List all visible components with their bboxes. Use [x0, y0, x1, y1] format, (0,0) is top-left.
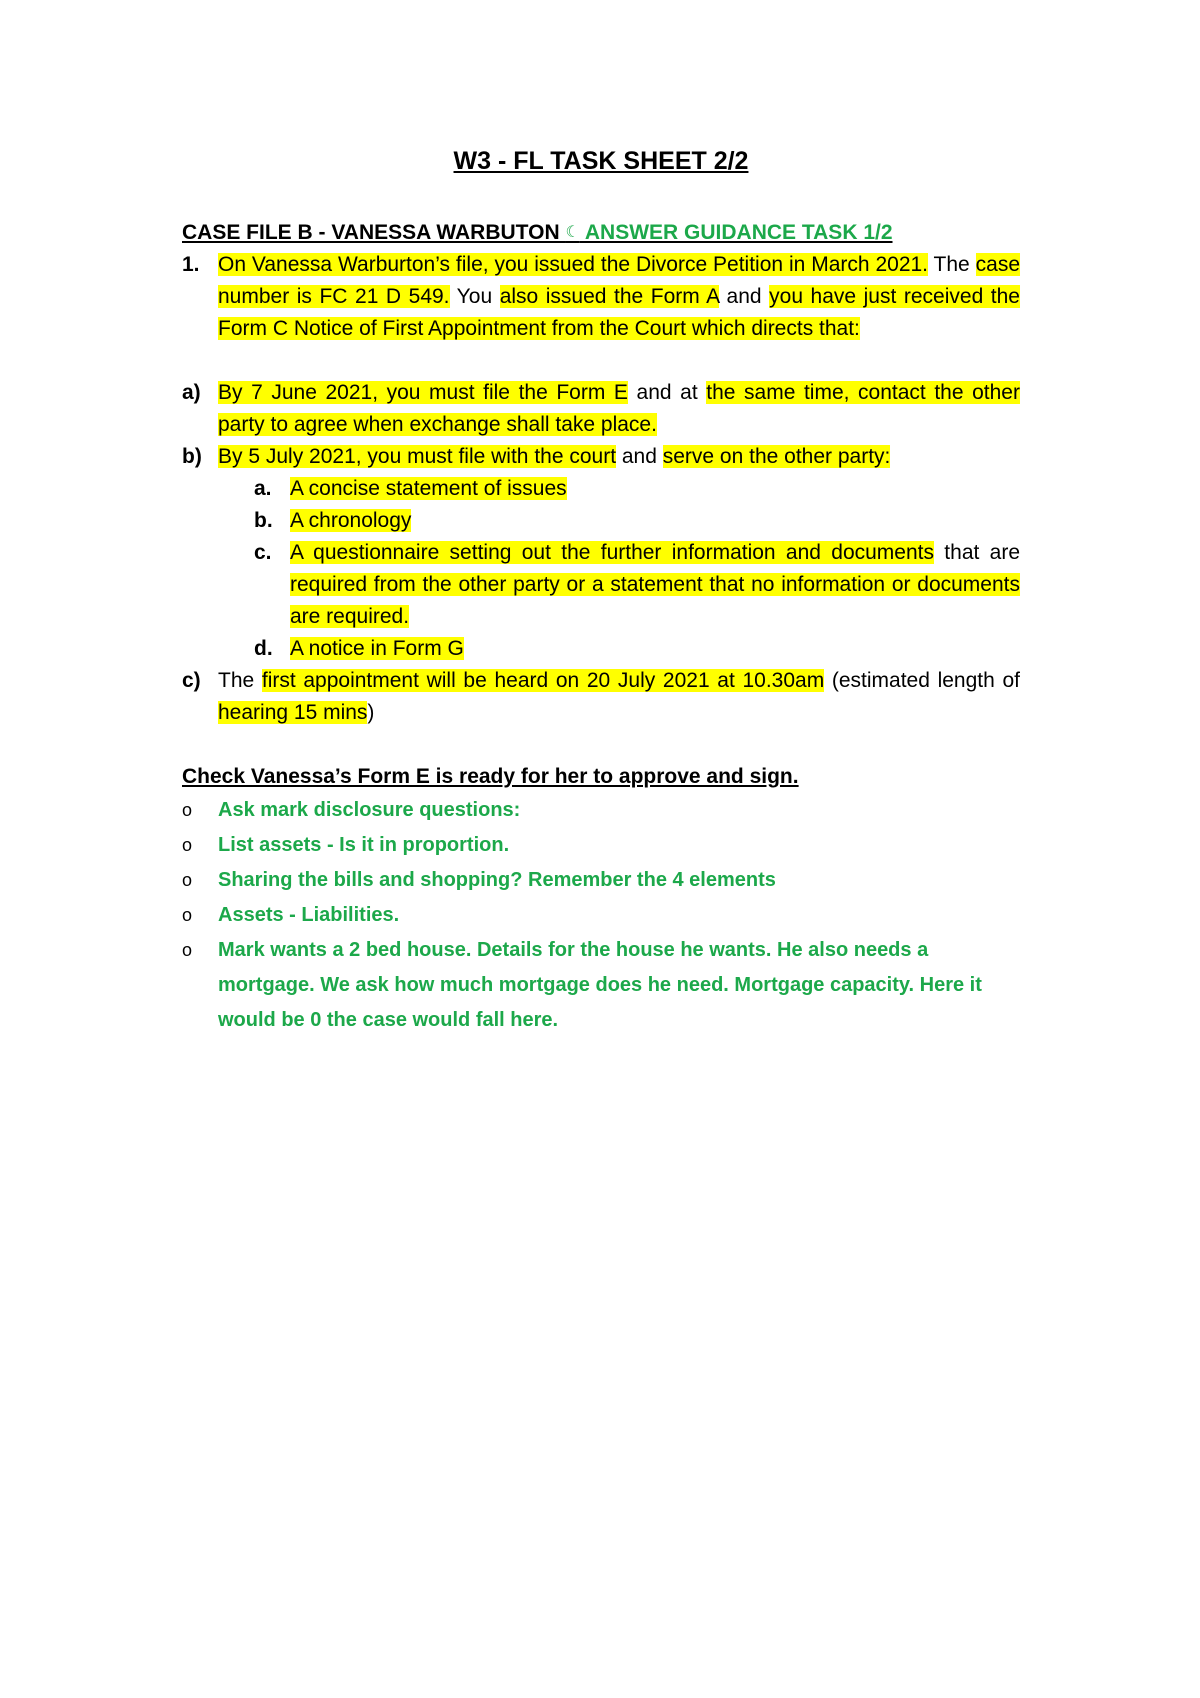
bullet-icon: o	[182, 905, 193, 925]
item-1-part: On Vanessa Warburton’s file, you issued the Divorce Petition in March 2021.	[218, 253, 929, 276]
item-1-part: and	[719, 285, 770, 308]
item-1-part: also issued the Form A	[499, 285, 719, 308]
item-b-c-label: c.	[254, 541, 272, 564]
item-b-c-text	[290, 537, 1020, 633]
check-heading: Check Vanessa’s Form E is ready for her to approve and sign.	[182, 765, 799, 788]
item-c-part: first appointment will be heard on 20 July 2021 at 10.30am	[261, 669, 825, 692]
item-b-part: serve on the other party:	[662, 445, 891, 468]
item-a	[182, 377, 1020, 441]
item-b-b	[254, 505, 1020, 537]
item-c-text	[218, 665, 1020, 729]
item-1-text	[218, 249, 1020, 345]
item-c-part: The	[218, 669, 262, 692]
item-b-c-part: that are	[934, 541, 1020, 564]
item-1-part: you have just received the Form C Notice of First Appointment from the Court which directs that:	[218, 285, 1020, 340]
item-b-a-label: a.	[254, 477, 272, 500]
item-b-a-part: A concise statement of issues	[290, 477, 567, 500]
item-b-d	[254, 633, 1020, 665]
answer-guidance-label: ANSWER GUIDANCE TASK 1/2	[579, 221, 893, 244]
item-c-part: )	[367, 701, 375, 724]
list-item-text: Sharing the bills and shopping? Remember the 4 elements	[218, 869, 776, 891]
list-item-text: Ask mark disclosure questions:	[218, 799, 521, 821]
item-a-part: By 7 June 2021, you must file the Form E	[218, 381, 628, 404]
document-content	[182, 145, 1020, 1038]
item-1-part: You	[449, 285, 500, 308]
item-a-part: the same time, contact the other party to agree when exchange shall take place.	[218, 381, 1020, 436]
item-c-part: hearing 15 mins	[218, 701, 368, 724]
item-b-a-text	[290, 473, 1020, 505]
item-1-number: 1.	[182, 253, 200, 276]
list-item	[182, 828, 1020, 863]
item-b-a	[254, 473, 1020, 505]
list-item	[182, 863, 1020, 898]
item-a-part: and at	[627, 381, 707, 404]
guidance-bullet-list	[182, 793, 1020, 1038]
item-b-label: b)	[182, 445, 202, 468]
bullet-icon: o	[182, 835, 193, 855]
list-item-text: Assets - Liabilities.	[218, 904, 400, 926]
item-b-c	[254, 537, 1020, 633]
item-c-part: (estimated length of	[824, 669, 1020, 692]
item-b-c-part: required from the other party or a statement that no information or documents are required.	[290, 573, 1020, 628]
case-heading-prefix: CASE FILE B - VANESSA WARBUTON	[182, 221, 566, 244]
list-item	[182, 793, 1020, 828]
list-item-text: Mark wants a 2 bed house. Details for the house he wants. He also needs a mortgage. We ask how much mortgage does he need. Mortgage capacity. Here it would be 0 the case would fall here.	[218, 939, 982, 1031]
item-b-c-part: A questionnaire setting out the further information and documents	[290, 541, 934, 564]
list-item	[182, 933, 1020, 1038]
page-title: W3 - FL TASK SHEET 2/2	[453, 147, 749, 175]
bullet-icon: o	[182, 800, 193, 820]
item-1-part: The	[928, 253, 976, 276]
item-a-label: a)	[182, 381, 201, 404]
list-item-text: List assets - Is it in proportion.	[218, 834, 510, 856]
bullet-icon: o	[182, 870, 193, 890]
item-b-b-part: A chronology	[290, 509, 412, 532]
spacer	[182, 345, 1020, 377]
item-b-b-label: b.	[254, 509, 273, 532]
item-b-d-part: A notice in Form G	[290, 637, 464, 660]
item-b-part: and	[616, 445, 663, 468]
item-b-part: By 5 July 2021, you must file with the court	[218, 445, 617, 468]
item-c-label: c)	[182, 669, 201, 692]
item-b-b-text	[290, 505, 1020, 537]
item-c	[182, 665, 1020, 729]
comment-mark-icon: ☾	[565, 224, 580, 241]
item-1	[182, 249, 1020, 345]
case-number-text: case number is FC 21 D 549.	[218, 253, 1020, 308]
item-a-text	[218, 377, 1020, 441]
item-b-d-text	[290, 633, 1020, 665]
item-b-d-label: d.	[254, 637, 273, 660]
list-item	[182, 898, 1020, 933]
item-b-text	[218, 441, 1020, 473]
item-b	[182, 441, 1020, 473]
bullet-icon: o	[182, 940, 193, 960]
case-heading	[182, 217, 1020, 249]
